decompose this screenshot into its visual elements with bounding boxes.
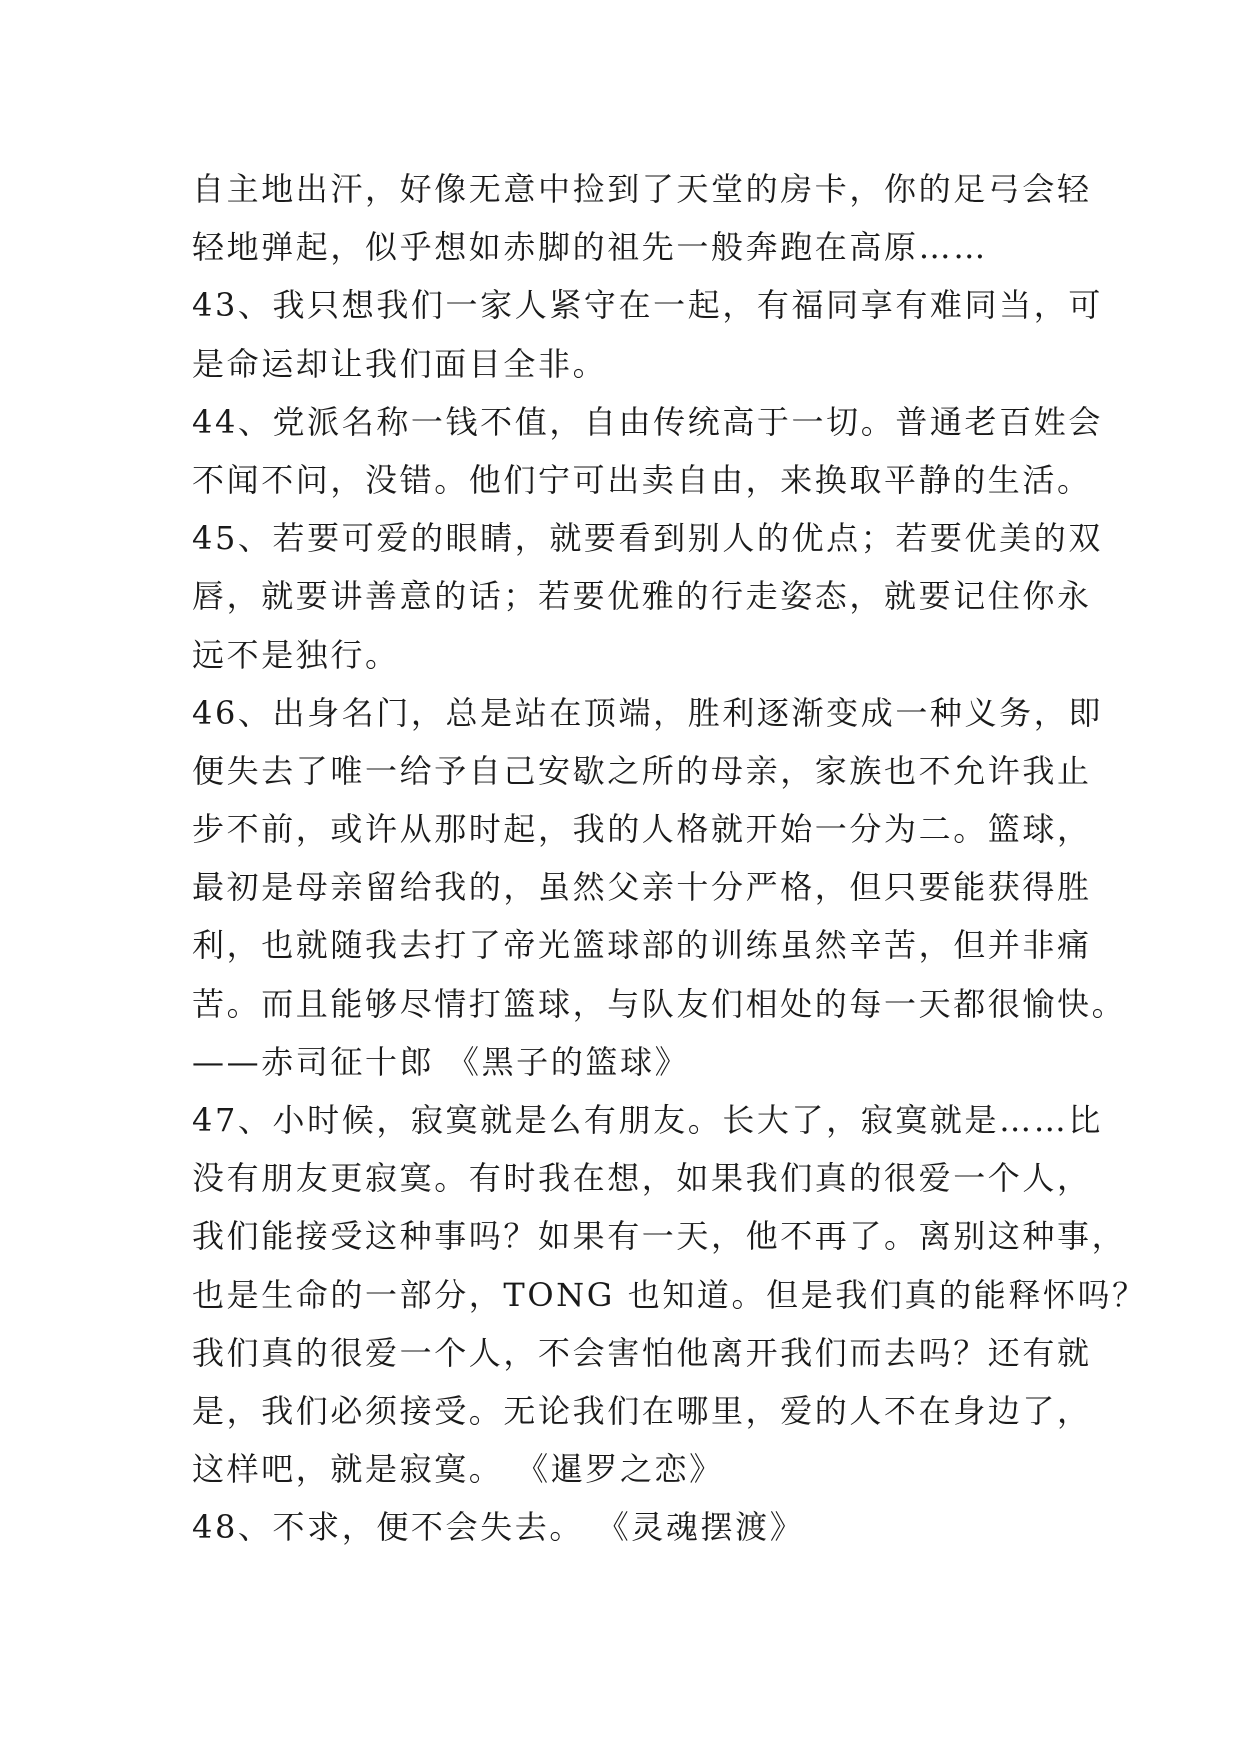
text-line: 苦。而且能够尽情打篮球，与队友们相处的每一天都很愉快。 [192,984,1127,1023]
text-line: 唇，就要讲善意的话；若要优雅的行走姿态，就要记住你永 [192,577,1092,616]
text-line: 我们能接受这种事吗？如果有一天，他不再了。离别这种事， [192,1217,1127,1256]
text-line: 自主地出汗，好像无意中捡到了天堂的房卡，你的足弓会轻 [192,170,1092,208]
text-line: ——赤司征十郎 《黑子的篮球》 [192,1042,690,1081]
text-line: 45、若要可爱的眼睛，就要看到别人的优点；若要优美的双 [192,519,1103,558]
text-line: 44、党派名称一钱不值，自由传统高于一切。普通老百姓会 [192,402,1103,441]
text-line: 最初是母亲留给我的，虽然父亲十分严格，但只要能获得胜 [192,868,1092,907]
text-line: 没有朋友更寂寞。有时我在想，如果我们真的很爱一个人， [192,1159,1092,1198]
text-line: 远不是独行。 [192,635,400,674]
text-line: 便失去了唯一给予自己安歇之所的母亲，家族也不允许我止 [192,751,1092,790]
text-line: 是，我们必须接受。无论我们在哪里，爱的人不在身边了， [192,1391,1092,1430]
body-text [192,160,1147,1557]
text-line: 轻地弹起，似乎想如赤脚的祖先一般奔跑在高原…… [192,228,988,267]
text-line: 是命运却让我们面目全非。 [192,344,608,383]
text-line: 不闻不问，没错。他们宁可出卖自由，来换取平静的生活。 [192,460,1092,499]
text-line: 48、不求，便不会失去。 《灵魂摆渡》 [192,1508,805,1547]
text-line: 43、我只想我们一家人紧守在一起，有福同享有难同当，可 [192,286,1103,325]
text-line: 47、小时候，寂寞就是么有朋友。长大了，寂寞就是……比 [192,1101,1103,1139]
text-line: 也是生命的一部分，TONG 也知道。但是我们真的能释怀吗？ [192,1275,1147,1314]
text-line: 46、出身名门，总是站在顶端，胜利逐渐变成一种义务，即 [192,693,1103,732]
text-line: 利，也就随我去打了帝光篮球部的训练虽然辛苦，但并非痛 [192,926,1092,965]
text-line: 我们真的很爱一个人，不会害怕他离开我们而去吗？还有就 [192,1333,1092,1372]
text-line: 步不前，或许从那时起，我的人格就开始一分为二。篮球， [192,810,1092,849]
text-line: 这样吧，就是寂寞。 《暹罗之恋》 [192,1450,724,1489]
